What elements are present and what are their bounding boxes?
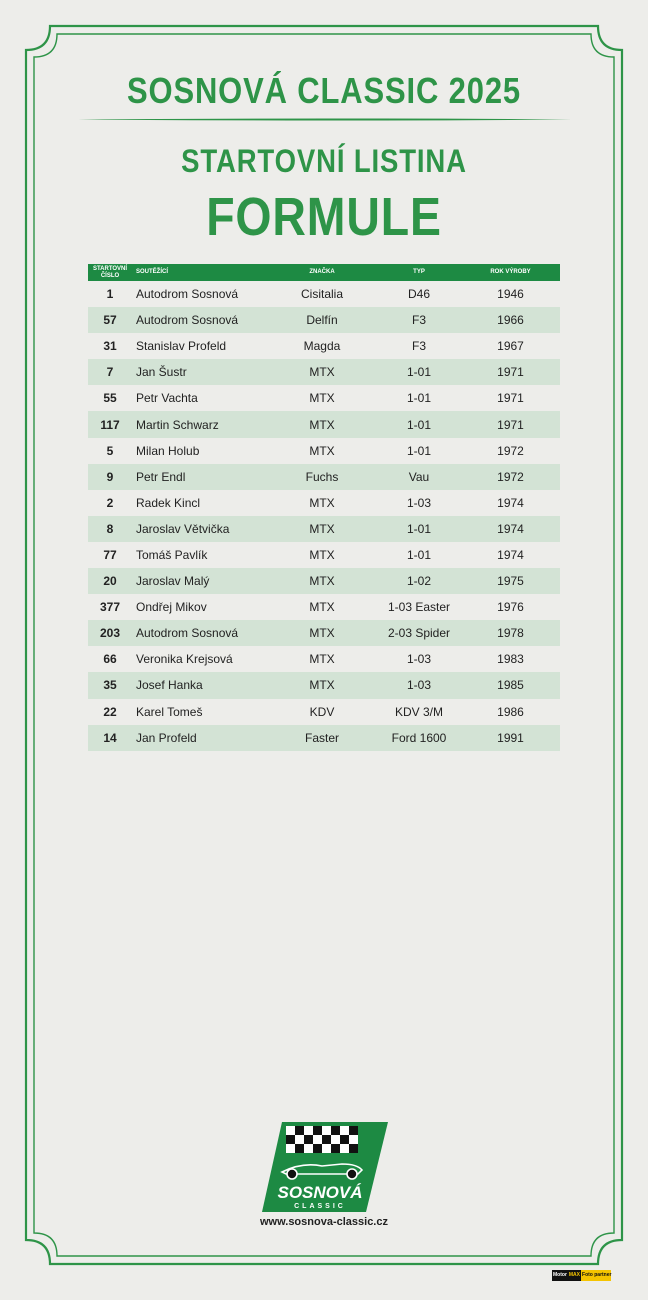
cell-competitor: Jaroslav Větvička <box>136 521 230 536</box>
cell-number: 7 <box>106 365 114 380</box>
table-row <box>88 568 560 594</box>
cell-competitor: Jan Šustr <box>136 365 187 380</box>
cell-make: Faster <box>304 730 339 745</box>
title-divider <box>78 118 572 121</box>
cell-make: Magda <box>303 339 341 354</box>
cell-make: MTX <box>309 365 335 380</box>
cell-make: MTX <box>309 678 335 693</box>
cell-make: Cisitalia <box>300 287 343 302</box>
cell-make: MTX <box>309 547 335 562</box>
cell-competitor: Radek Kincl <box>136 495 201 510</box>
cell-type: F3 <box>411 313 426 328</box>
cell-year: 1986 <box>497 704 524 719</box>
table-row <box>88 672 560 698</box>
cell-competitor: Veronika Krejsová <box>136 652 233 667</box>
cell-make: MTX <box>309 600 335 615</box>
cell-competitor: Martin Schwarz <box>136 417 219 432</box>
cell-type: 1-01 <box>406 521 432 536</box>
cell-make: MTX <box>309 626 335 641</box>
table-row <box>88 385 560 411</box>
sponsor-name-max: MAX <box>568 1270 581 1281</box>
table-row <box>88 620 560 646</box>
cell-competitor: Tomáš Pavlík <box>136 547 208 562</box>
cell-year: 1971 <box>497 365 524 380</box>
cell-year: 1974 <box>497 547 524 562</box>
start-list-table <box>88 264 560 751</box>
cell-year: 1976 <box>497 600 524 615</box>
sosnova-classic-logo <box>262 1122 388 1212</box>
table-row <box>88 490 560 516</box>
table-row <box>88 438 560 464</box>
cell-year: 1967 <box>497 339 524 354</box>
cell-make: MTX <box>309 495 335 510</box>
cell-number: 9 <box>106 469 114 484</box>
table-row <box>88 411 560 437</box>
cell-competitor: Josef Hanka <box>136 678 203 693</box>
cell-type: 1-01 <box>406 547 432 562</box>
header-make: ZNAČKA <box>309 269 335 275</box>
website-link[interactable]: www.sosnova-classic.cz <box>260 1216 388 1228</box>
cell-year: 1972 <box>497 469 524 484</box>
cell-year: 1971 <box>497 391 524 406</box>
cell-make: MTX <box>309 391 335 406</box>
cell-year: 1974 <box>497 521 524 536</box>
cell-type: 1-03 <box>406 495 432 510</box>
cell-number: 22 <box>103 704 117 719</box>
cell-make: MTX <box>309 652 335 667</box>
table-row <box>88 594 560 620</box>
cell-number: 55 <box>103 391 117 406</box>
cell-year: 1985 <box>497 678 524 693</box>
cell-make: KDV <box>309 704 335 719</box>
cell-number: 8 <box>106 521 114 536</box>
table-row <box>88 307 560 333</box>
list-subtitle: STARTOVNÍ LISTINA <box>181 143 467 179</box>
cell-number: 20 <box>103 574 117 589</box>
cell-year: 1966 <box>497 313 524 328</box>
cell-year: 1978 <box>497 626 524 641</box>
table-row <box>88 542 560 568</box>
cell-make: Fuchs <box>305 469 339 484</box>
header-competitor: SOUTĚŽÍCÍ <box>136 269 169 275</box>
cell-number: 203 <box>99 626 121 641</box>
cell-number: 31 <box>103 339 117 354</box>
sponsor-logo <box>552 1270 612 1281</box>
table-row <box>88 516 560 542</box>
header-number-line2: ČÍSLO <box>100 272 120 279</box>
cell-number: 2 <box>106 495 114 510</box>
table-row <box>88 725 560 751</box>
table-row <box>88 281 560 307</box>
cell-type: Ford 1600 <box>391 730 447 745</box>
category-title: FORMULE <box>206 187 442 247</box>
cell-number: 57 <box>103 313 117 328</box>
cell-type: 1-01 <box>406 443 432 458</box>
table-row <box>88 699 560 725</box>
checkered-flag-icon <box>286 1126 358 1153</box>
header-year: ROK VÝROBY <box>490 269 531 275</box>
cell-make: MTX <box>309 417 335 432</box>
cell-number: 117 <box>100 417 120 432</box>
cell-competitor: Petr Endl <box>136 469 186 484</box>
cell-year: 1991 <box>497 730 524 745</box>
cell-competitor: Autodrom Sosnová <box>136 626 239 641</box>
cell-make: MTX <box>309 521 335 536</box>
cell-year: 1972 <box>497 443 524 458</box>
cell-type: 1-03 Easter <box>387 600 451 615</box>
cell-type: 1-01 <box>406 391 432 406</box>
cell-type: 1-01 <box>406 365 432 380</box>
cell-make: MTX <box>309 574 335 589</box>
cell-number: 14 <box>103 730 117 745</box>
cell-type: 2-03 Spider <box>387 626 451 641</box>
header-number-line1: STARTOVNÍ <box>92 265 128 272</box>
cell-number: 1 <box>106 287 114 302</box>
sponsor-tagline: Foto partner <box>581 1270 611 1281</box>
table-header-row <box>88 264 560 281</box>
cell-type: F3 <box>411 339 426 354</box>
cell-year: 1971 <box>497 417 524 432</box>
table-row <box>88 646 560 672</box>
table-row <box>88 333 560 359</box>
cell-make: MTX <box>309 443 335 458</box>
cell-type: KDV 3/M <box>394 704 443 719</box>
cell-number: 35 <box>103 678 117 693</box>
cell-type: D46 <box>407 287 430 302</box>
logo-text: SOSNOVÁ <box>277 1183 363 1202</box>
cell-number: 377 <box>99 600 121 615</box>
cell-year: 1983 <box>497 652 524 667</box>
table-row <box>88 464 560 490</box>
cell-competitor: Karel Tomeš <box>136 704 203 719</box>
cell-competitor: Jaroslav Malý <box>136 574 210 589</box>
cell-type: 1-02 <box>406 574 432 589</box>
cell-year: 1946 <box>497 287 524 302</box>
cell-competitor: Autodrom Sosnová <box>136 287 239 302</box>
cell-type: 1-03 <box>406 652 432 667</box>
cell-number: 5 <box>106 443 114 458</box>
cell-competitor: Autodrom Sosnová <box>136 313 239 328</box>
header-number <box>88 264 132 281</box>
cell-type: 1-03 <box>406 678 432 693</box>
cell-competitor: Milan Holub <box>136 443 200 458</box>
cell-number: 77 <box>103 547 117 562</box>
cell-competitor: Stanislav Profeld <box>136 339 227 354</box>
cell-competitor: Jan Profeld <box>136 730 197 745</box>
header-type: TYP <box>413 269 425 275</box>
cell-type: 1-01 <box>406 417 432 432</box>
logo-subtext: CLASSIC <box>294 1203 346 1210</box>
cell-year: 1975 <box>497 574 524 589</box>
cell-number: 66 <box>103 652 117 667</box>
cell-year: 1974 <box>497 495 524 510</box>
cell-type: Vau <box>408 469 430 484</box>
table-row <box>88 359 560 385</box>
event-title: SOSNOVÁ CLASSIC 2025 <box>126 70 521 111</box>
cell-competitor: Petr Vachta <box>136 391 198 406</box>
cell-competitor: Ondřej Mikov <box>136 600 207 615</box>
cell-make: Delfín <box>306 313 338 328</box>
sponsor-name-motor: Motor <box>552 1270 568 1281</box>
